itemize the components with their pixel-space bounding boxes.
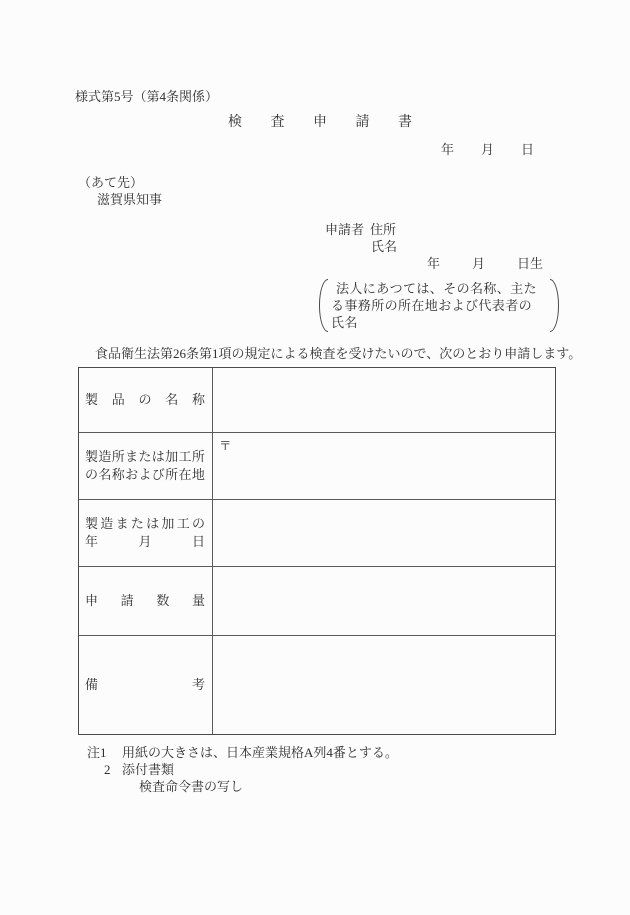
footnote-marker: 2 — [104, 762, 111, 777]
row-label-cell — [79, 368, 213, 432]
row-value-cell — [213, 567, 555, 635]
applicant-name-label: 氏名 — [371, 239, 398, 254]
footnote-marker: 注1 — [87, 745, 107, 760]
applicant-birthdate-line: 年 月 日生 — [427, 256, 543, 271]
application-table — [78, 367, 556, 735]
row-label-cell — [79, 636, 213, 734]
row-value-cell — [213, 500, 555, 566]
corporate-note-line: 法人にあつては、その名称、主た — [336, 280, 538, 296]
row-label-cell — [79, 500, 213, 566]
postal-mark: 〒 — [219, 439, 232, 453]
footnote-text: 添付書類 — [122, 762, 175, 777]
row-label-line: 年 月 日 — [85, 534, 205, 549]
row-label-line: 製 品 の 名 称 — [85, 392, 205, 407]
row-label-cell — [79, 567, 213, 635]
footnote-attachment-item — [139, 776, 243, 795]
form-number: 様式第5号（第4条関係） — [75, 89, 219, 104]
corporate-note-line: 氏名 — [331, 314, 358, 330]
row-label-line: の 名 称 お よ び 所 在 地 — [85, 467, 205, 482]
right-parenthesis-icon — [550, 279, 559, 332]
applicant-address-label: 住所 — [370, 222, 397, 237]
corporate-note-text — [331, 280, 547, 331]
row-label-line: 備 考 — [85, 677, 205, 692]
row-value-cell — [213, 636, 555, 734]
table-row-remarks — [79, 636, 555, 734]
left-parenthesis-icon — [319, 279, 328, 332]
row-value-cell — [213, 433, 555, 499]
table-row-manufacture-date — [79, 500, 555, 567]
row-label-line: 製 造 ま た は 加 工 の — [85, 516, 205, 531]
footnote-text: 用紙の大きさは、日本産業規格A列4番とする。 — [122, 745, 398, 760]
date-line: 年 月 日 — [441, 142, 534, 157]
corporate-note — [319, 276, 559, 334]
corporate-note-line: る事務所の所在地および代表者の — [331, 297, 533, 313]
row-value-cell — [213, 368, 555, 432]
addressee-name: 滋賀県知事 — [97, 192, 163, 207]
addressee-label: （あて先） — [78, 175, 144, 190]
row-label-line: 申 請 数 量 — [85, 593, 205, 608]
document-title: 検 査 申 請 書 — [228, 115, 412, 130]
table-row-factory-name-address — [79, 433, 555, 500]
footnote-text: 検査命令書の写し — [139, 779, 244, 794]
application-sentence: 食品衛生法第26条第1項の規定による検査を受けたいので、次のとおり申請します。 — [95, 346, 582, 361]
row-label-line: 製 造 所 ま た は 加 工 所 — [85, 449, 205, 464]
row-label-cell — [79, 433, 213, 499]
table-row-product-name — [79, 368, 555, 433]
applicant-label: 申請者 — [325, 222, 365, 237]
table-row-application-quantity — [79, 567, 555, 636]
